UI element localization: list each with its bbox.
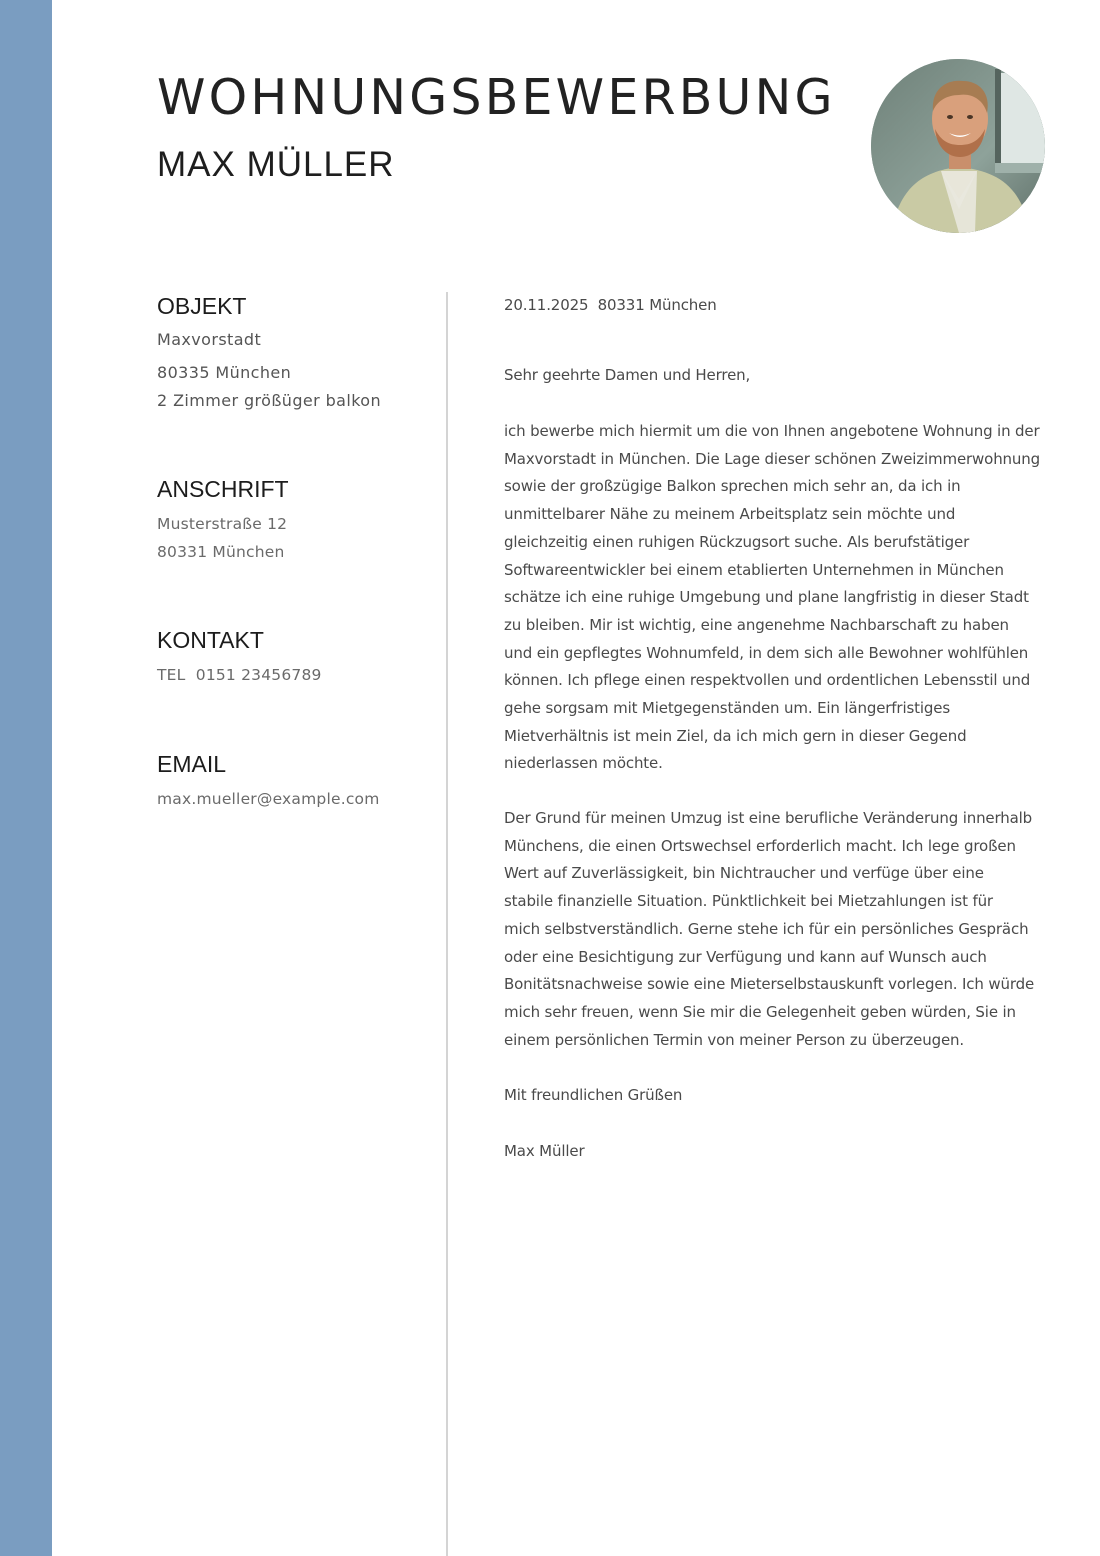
objekt-postcode-city: 80335 München	[157, 363, 292, 382]
paragraph-line: und ein gepflegtes Wohnumfeld, in dem sich alle Bewohner wohlfühlen	[504, 643, 1029, 662]
paragraph-line: oder eine Besichtigung zur Verfügung und kann auf Wunsch auch	[504, 947, 987, 966]
paragraph-line: sowie der großzügige Balkon sprechen mich sehr an, da ich in	[504, 477, 961, 496]
objekt-district: Maxvorstadt	[157, 330, 262, 349]
paragraph-line: Wert auf Zuverlässigkeit, bin Nichtraucher und verfüge über eine	[504, 864, 984, 883]
paragraph-line: können. Ich pflege einen respektvollen und ordentlichen Lebensstil und	[504, 671, 1031, 690]
portrait-image	[871, 59, 1045, 233]
section-objekt	[157, 292, 437, 415]
section-email	[157, 750, 437, 813]
paragraph-line: einem persönlichen Termin von meiner Person zu überzeugen.	[504, 1030, 965, 1049]
letter-paragraph-2	[504, 805, 1034, 1054]
address-postcode-city: 80331 München	[157, 543, 285, 561]
paragraph-line: Mietverhältnis ist mein Ziel, da ich mich gern in dieser Gegend	[504, 726, 967, 745]
paragraph-line: gleichzeitig einen ruhigen Rückzugsort suche. Als berufstätiger	[504, 532, 970, 551]
contact-email: max.mueller@example.com	[157, 790, 380, 808]
column-divider	[446, 292, 448, 1556]
address-street: Musterstraße 12	[157, 515, 288, 533]
objekt-description: 2 Zimmer größüger balkon	[157, 391, 382, 410]
section-heading-email: EMAIL	[157, 751, 227, 777]
paragraph-line: Softwareentwickler bei einem etablierten Unternehmen in München	[504, 560, 1004, 579]
paragraph-line: Münchens, die einen Ortswechsel erforderlich macht. Ich lege großen	[504, 836, 1016, 855]
applicant-name: MAX MÜLLER	[157, 145, 395, 184]
contact-phone: TEL 0151 23456789	[157, 666, 322, 684]
letter-salutation: Sehr geehrte Damen und Herren,	[504, 366, 751, 384]
paragraph-line: Maxvorstadt in München. Die Lage dieser schönen Zweizimmerwohnung	[504, 449, 1040, 468]
paragraph-line: unmittelbarer Nähe zu meinem Arbeitsplatz sein möchte und	[504, 505, 956, 524]
paragraph-line: mich sehr freuen, wenn Sie mir die Gelegenheit geben würden, Sie in	[504, 1002, 1016, 1021]
letter-paragraph-1	[504, 418, 1040, 778]
profile-photo	[871, 59, 1045, 233]
section-heading-anschrift: ANSCHRIFT	[157, 476, 289, 502]
letter-closing: Mit freundlichen Grüßen	[504, 1086, 683, 1104]
paragraph-line: ich bewerbe mich hiermit um die von Ihnen angebotene Wohnung in der	[504, 422, 1040, 440]
letter-signature: Max Müller	[504, 1142, 585, 1160]
paragraph-line: stabile finanzielle Situation. Pünktlichkeit bei Mietzahlungen ist für	[504, 892, 993, 911]
accent-side-band	[0, 0, 52, 1556]
section-heading-kontakt: KONTAKT	[157, 627, 264, 653]
document-title: WOHNUNGSBEWERBUNG	[157, 69, 836, 126]
section-kontakt	[157, 626, 437, 689]
paragraph-line: mich selbstverständlich. Gerne stehe ich für ein persönliches Gespräch	[504, 919, 1029, 938]
section-heading-objekt: OBJEKT	[157, 293, 247, 319]
paragraph-line: zu bleiben. Mir ist wichtig, eine angenehme Nachbarschaft zu haben	[504, 615, 1009, 634]
letter-date-place: 20.11.2025 80331 München	[504, 296, 717, 314]
paragraph-line: niederlassen möchte.	[504, 754, 663, 773]
paragraph-line: gehe sorgsam mit Mietgegenständen um. Ein längerfristiges	[504, 699, 950, 718]
paragraph-line: Der Grund für meinen Umzug ist eine berufliche Veränderung innerhalb	[504, 809, 1033, 827]
paragraph-line: Bonitätsnachweise sowie eine Mieterselbstauskunft vorlegen. Ich würde	[504, 975, 1035, 994]
paragraph-line: schätze ich eine ruhige Umgebung und plane langfristig in dieser Stadt	[504, 588, 1029, 607]
section-anschrift	[157, 475, 437, 566]
